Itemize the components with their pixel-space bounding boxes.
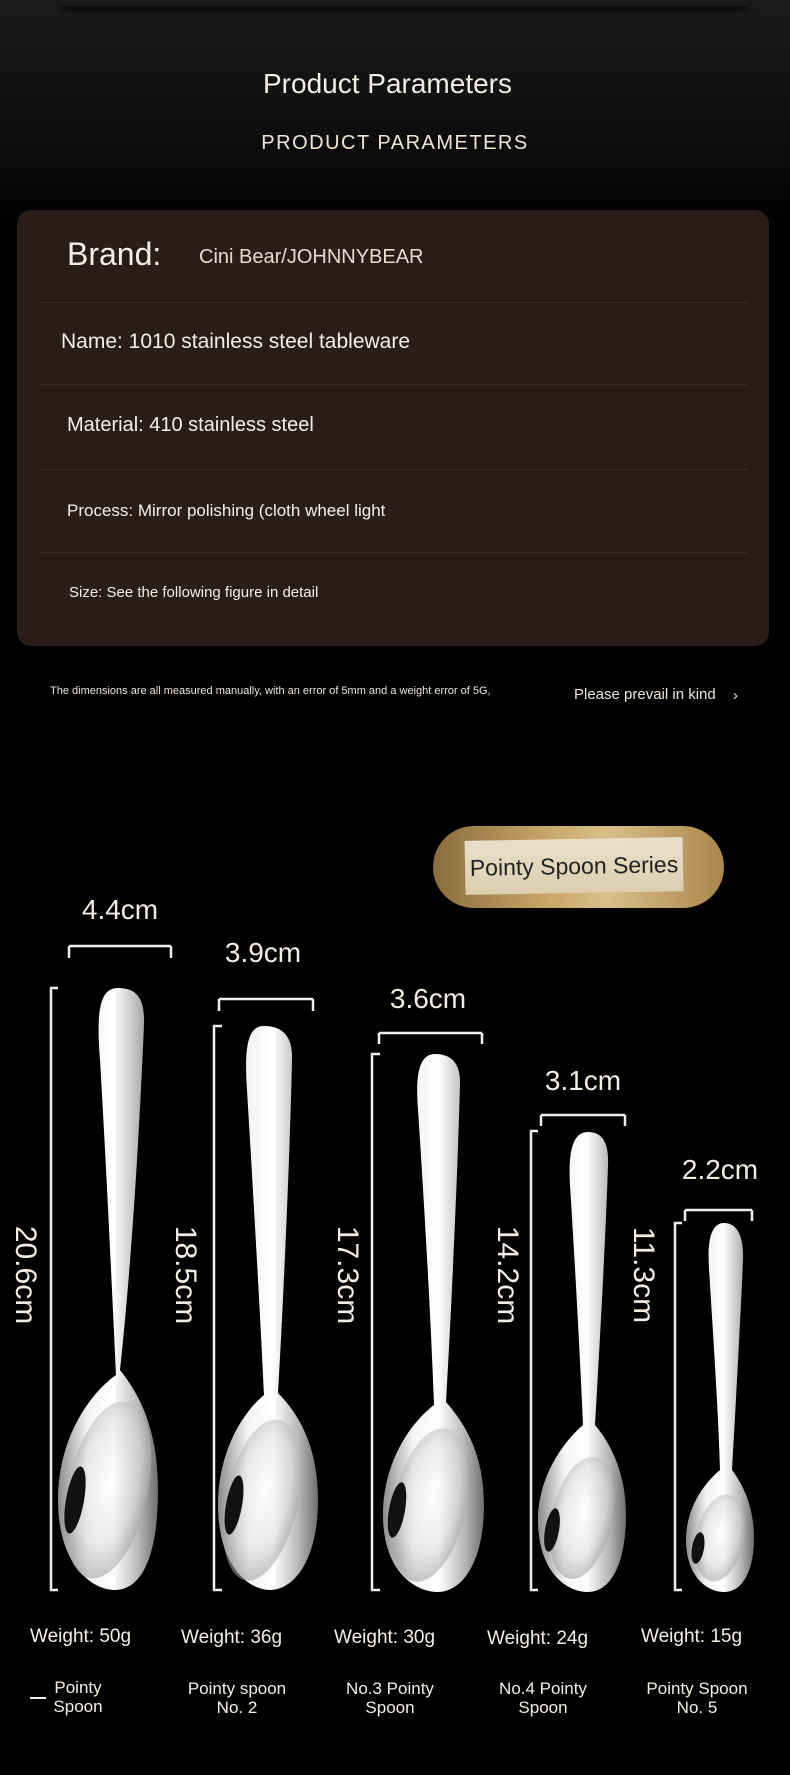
spoon-5-width: 2.2cm xyxy=(681,1154,759,1185)
spoon-1-weight: Weight: 50g xyxy=(30,1626,132,1647)
spoon-1-name-line2: Spoon xyxy=(53,1697,103,1716)
spoon-5-length: 11.3cm xyxy=(627,1226,660,1324)
param-material: Material: 410 stainless steel xyxy=(67,414,314,436)
param-name: Name: 1010 stainless steel tableware xyxy=(61,330,411,353)
spoon-3-name-line1: No.3 Pointy xyxy=(346,1679,434,1698)
spoon-3-icon xyxy=(372,1033,484,1592)
brand-value: Cini Bear/JOHNNYBEAR xyxy=(199,246,424,268)
spoon-4-width: 3.1cm xyxy=(544,1065,622,1096)
spoon-5-weight: Weight: 15g xyxy=(641,1626,743,1647)
brand-label: Brand: xyxy=(67,236,162,272)
spoon-1-name xyxy=(40,1678,116,1716)
spoon-4-length: 14.2cm xyxy=(491,1225,524,1325)
spoon-5-icon xyxy=(675,1210,754,1592)
spoon-5-name xyxy=(632,1679,762,1717)
page-title: Product Parameters xyxy=(263,68,512,99)
spoon-2-width: 3.9cm xyxy=(224,937,302,968)
measurement-note: The dimensions are all measured manually, with an error of 5mm and a weight error of 5G, xyxy=(50,685,491,697)
chevron-right-icon: › xyxy=(733,687,738,704)
spoon-2-name-line1: Pointy spoon xyxy=(187,1679,287,1698)
param-process: Process: Mirror polishing (cloth wheel light xyxy=(67,501,386,520)
spoon-4-name xyxy=(478,1679,608,1717)
prevail-note: Please prevail in kind xyxy=(574,686,716,703)
spoon-4-name-line1: No.4 Pointy xyxy=(499,1679,587,1698)
spoon-3-width: 3.6cm xyxy=(389,983,467,1014)
spoon-3-name xyxy=(325,1679,455,1717)
series-label: Pointy Spoon Series xyxy=(465,837,684,895)
spoon-1-length: 20.6cm xyxy=(9,1225,42,1325)
spoon-5-name-line1: Pointy Spoon xyxy=(646,1679,748,1698)
spoon-1-name-line1: Pointy xyxy=(54,1678,102,1697)
spoon-4-name-line2: Spoon xyxy=(518,1698,568,1717)
spoon-2-name xyxy=(172,1679,302,1717)
spoon-5-name-line2: No. 5 xyxy=(676,1698,718,1717)
spoon-1-width: 4.4cm xyxy=(81,894,159,925)
spoon-1-icon xyxy=(50,946,171,1590)
spoon-3-name-line2: Spoon xyxy=(365,1698,415,1717)
spoon-4-weight: Weight: 24g xyxy=(487,1628,589,1649)
spoon-2-weight: Weight: 36g xyxy=(181,1627,283,1648)
page-subtitle: PRODUCT PARAMETERS xyxy=(261,132,529,154)
param-size: Size: See the following figure in detail xyxy=(69,584,319,601)
spoon-2-icon xyxy=(210,999,318,1590)
spoon-4-icon xyxy=(531,1115,626,1592)
spoon-3-weight: Weight: 30g xyxy=(334,1627,436,1648)
spoon-2-name-line2: No. 2 xyxy=(216,1698,258,1717)
spoon-3-length: 17.3cm xyxy=(331,1225,364,1325)
spoon-2-length: 18.5cm xyxy=(169,1225,202,1325)
